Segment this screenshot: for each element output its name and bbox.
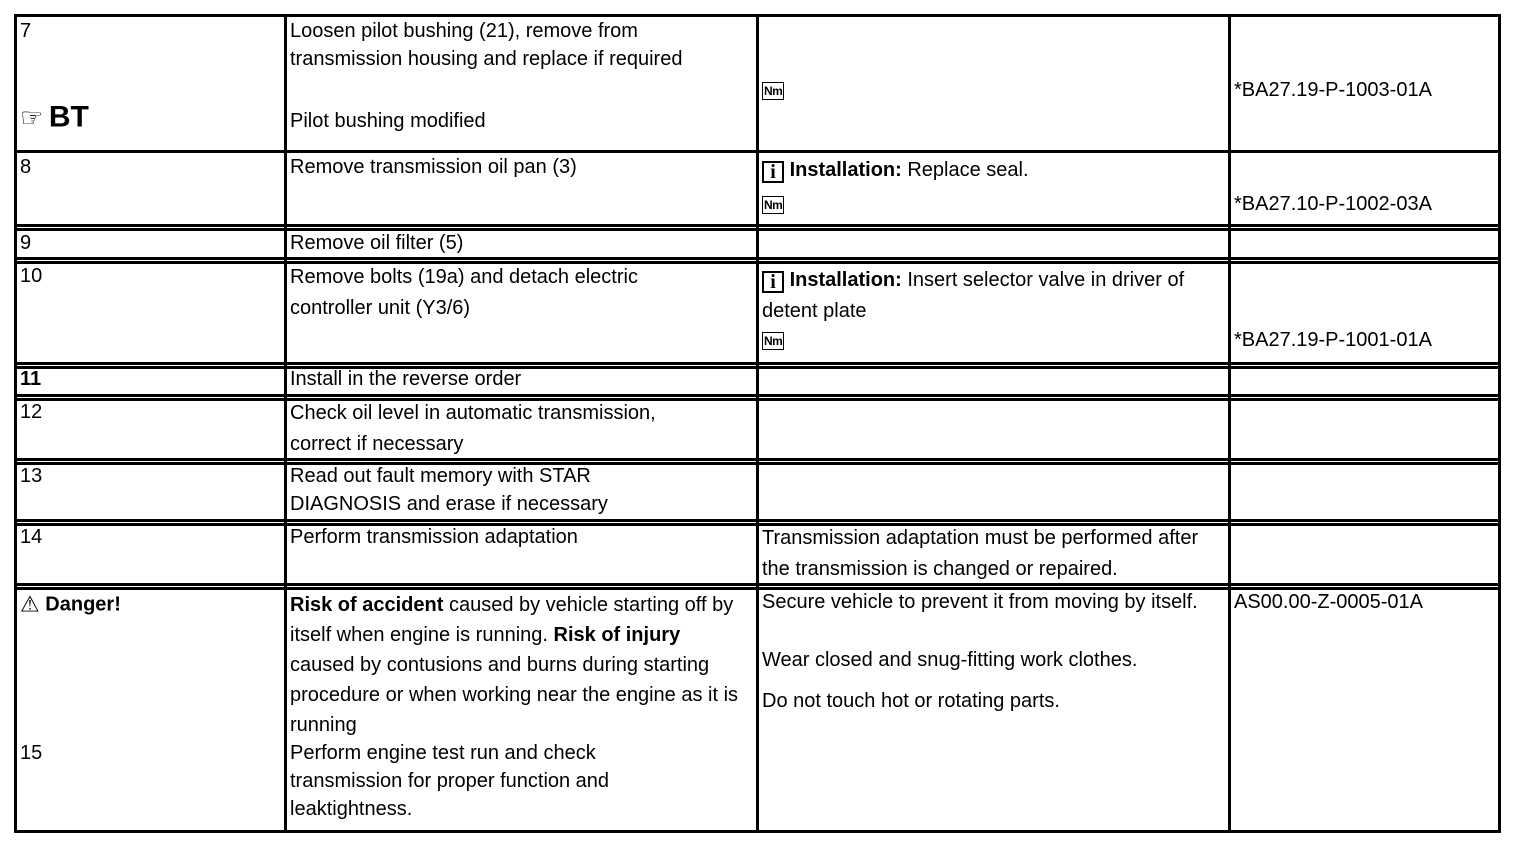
installation-note [762,156,1222,184]
safety-note: Do not touch hot or rotating parts. [762,690,1060,712]
step-note: Transmission adaptation must be performed after the transmission is changed or repaired. [762,527,1199,580]
torque-icon[interactable]: Nm [764,84,783,98]
step-number: 11 [20,368,42,390]
torque-icon[interactable]: Nm [764,334,783,348]
step-number: 15 [20,742,43,764]
row-divider [17,398,1498,401]
installation-text: Replace seal. [907,159,1029,181]
risk-accident-text: caused by vehicle starting off by itself when engine is running. [290,594,734,646]
step-number: 8 [20,156,32,178]
safety-note: Secure vehicle to prevent it from moving by itself. [762,591,1198,613]
risk-accident-label: Risk of accident [290,594,444,616]
row-divider [17,366,1498,369]
row-divider [17,583,1498,586]
row-divider [17,261,1498,264]
step-action: Install in the reverse order [290,368,522,390]
row-divider [17,150,1498,153]
work-steps-table [14,14,1501,833]
step-action: Remove oil filter (5) [290,232,464,254]
row-divider [17,519,1498,522]
step-action: Perform engine test run and check transmission for proper function and leaktightness. [290,742,610,820]
step-action: Remove transmission oil pan (3) [290,156,577,178]
step-action: Read out fault memory with STAR DIAGNOSIS and erase if necessary [290,465,608,515]
step-number: 7 [20,20,32,42]
bt-reference [20,100,89,134]
row-divider [17,523,1498,526]
column-divider [284,17,287,830]
column-divider [1228,17,1231,830]
bt-badge: BT [48,100,89,134]
row-divider [17,462,1498,465]
info-icon[interactable]: i [762,271,784,293]
reference-link[interactable]: AS00.00-Z-0005-01A [1234,591,1424,613]
installation-note [762,265,1222,327]
step-action-note: Pilot bushing modified [290,110,486,132]
step-number: 9 [20,232,32,254]
risk-injury-text: caused by contusions and burns during starting procedure or when working near the engine as it is running [290,654,739,736]
danger-heading: ⚠ Danger! [20,591,121,617]
risk-injury-label: Risk of injury [553,624,681,646]
installation-text: Insert selector valve in driver of detent plate [762,269,1185,322]
info-icon[interactable]: i [762,161,784,183]
row-divider [17,394,1498,397]
warning-triangle-icon: ⚠ [20,591,40,617]
step-number: 14 [20,526,43,548]
installation-label: Installation: [789,269,902,291]
row-divider [17,458,1498,461]
reference-link[interactable]: *BA27.19-P-1001-01A [1234,329,1432,351]
column-divider [756,17,759,830]
row-divider [17,362,1498,365]
step-number: 12 [20,401,43,423]
step-action: Remove bolts (19a) and detach electric controller unit (Y3/6) [290,266,638,319]
risk-warning [290,590,745,740]
step-action: Perform transmission adaptation [290,526,578,548]
reference-link[interactable]: *BA27.10-P-1002-03A [1234,193,1432,215]
row-divider [17,224,1498,227]
step-action: Check oil level in automatic transmission, correct if necessary [290,402,656,455]
reference-link[interactable]: *BA27.19-P-1003-01A [1234,79,1432,101]
row-divider [17,257,1498,260]
pointing-hand-icon: ☞ [20,102,44,133]
safety-note: Wear closed and snug-fitting work clothes. [762,649,1138,671]
step-action: Loosen pilot bushing (21), remove from transmission housing and replace if required [290,20,683,70]
installation-label: Installation: [789,159,902,181]
step-number: 10 [20,265,43,287]
row-divider [17,228,1498,231]
torque-icon[interactable]: Nm [764,198,783,212]
step-number: 13 [20,465,43,487]
